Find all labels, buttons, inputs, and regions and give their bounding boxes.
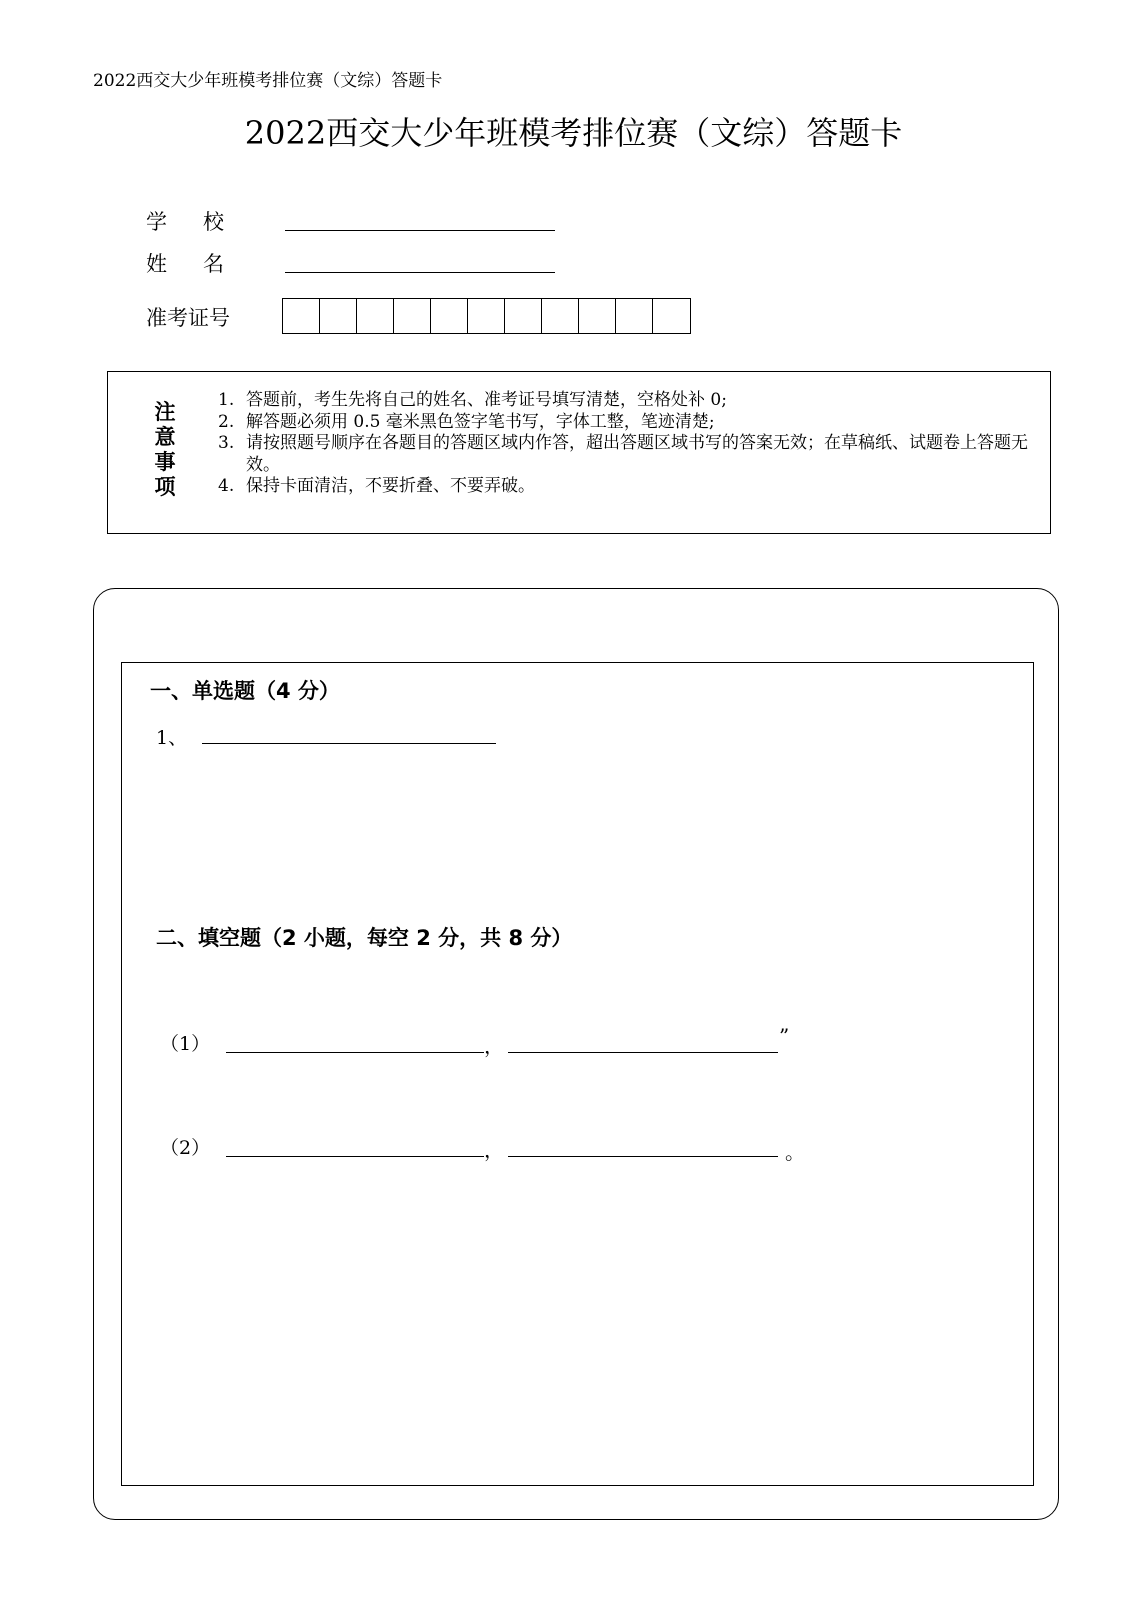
section1-heading: 一、单选题（4 分） [150, 679, 340, 703]
section1-q1-answer-line[interactable] [202, 743, 496, 744]
notice-title: 注意事项 [154, 400, 176, 499]
section2-q2-end-mark: 。 [785, 1140, 805, 1164]
section2-q2-label: （2） [160, 1137, 211, 1159]
section2-q2-blank-2[interactable] [508, 1156, 778, 1157]
name-label: 姓名 [146, 252, 260, 276]
page-title: 2022西交大少年班模考排位赛（文综）答题卡 [244, 114, 903, 152]
notice-item-text: 解答题必须用 0.5 毫米黑色签字笔书写，字体工整，笔迹清楚; [246, 411, 715, 432]
notice-item [218, 390, 1038, 412]
section2-q1-end-mark: ” [779, 1024, 790, 1048]
school-label: 学校 [146, 210, 260, 234]
section2-q1-separator: ， [484, 1034, 504, 1058]
name-input-line[interactable] [285, 272, 555, 273]
exam-id-digit-box[interactable] [505, 299, 542, 333]
notice-list [218, 390, 1038, 498]
exam-id-boxes[interactable] [282, 298, 691, 334]
exam-id-digit-box[interactable] [468, 299, 505, 333]
exam-id-digit-box[interactable] [357, 299, 394, 333]
notice-item-text: 保持卡面清洁，不要折叠、不要弄破。 [246, 476, 535, 496]
notice-box [107, 371, 1051, 534]
section1-q1-label: 1、 [156, 727, 188, 749]
exam-id-digit-box[interactable] [542, 299, 579, 333]
notice-item-number: 3. [218, 433, 235, 453]
section2-q1-blank-1[interactable] [226, 1052, 484, 1053]
answer-area-inner-frame [121, 662, 1034, 1486]
notice-item-text: 答题前，考生先将自己的姓名、准考证号填写清楚，空格处补 0; [246, 390, 727, 410]
notice-item [218, 412, 1038, 434]
exam-id-digit-box[interactable] [616, 299, 653, 333]
running-header: 2022西交大少年班模考排位赛（文综）答题卡 [93, 71, 443, 91]
section2-heading: 二、填空题（2 小题，每空 2 分，共 8 分） [156, 926, 573, 950]
notice-item [218, 476, 1038, 498]
exam-id-digit-box[interactable] [653, 299, 690, 333]
section2-q2-blank-1[interactable] [226, 1156, 484, 1157]
exam-id-digit-box[interactable] [431, 299, 468, 333]
notice-item-number: 1. [218, 390, 235, 410]
notice-item [218, 433, 1038, 476]
section2-q1-label: （1） [160, 1033, 211, 1055]
section2-q2-separator: ， [484, 1138, 504, 1162]
notice-item-text: 请按照题号顺序在各题目的答题区域内作答，超出答题区域书写的答案无效；在草稿纸、试题卷上答题无效。 [246, 433, 1028, 475]
notice-item-number: 4. [218, 476, 235, 496]
school-input-line[interactable] [285, 230, 555, 231]
exam-id-label: 准考证号 [146, 306, 230, 330]
exam-id-digit-box[interactable] [283, 299, 320, 333]
exam-id-digit-box[interactable] [320, 299, 357, 333]
exam-id-digit-box[interactable] [579, 299, 616, 333]
section2-q1-blank-2[interactable] [508, 1052, 778, 1053]
notice-item-number: 2. [218, 411, 235, 432]
exam-id-digit-box[interactable] [394, 299, 431, 333]
